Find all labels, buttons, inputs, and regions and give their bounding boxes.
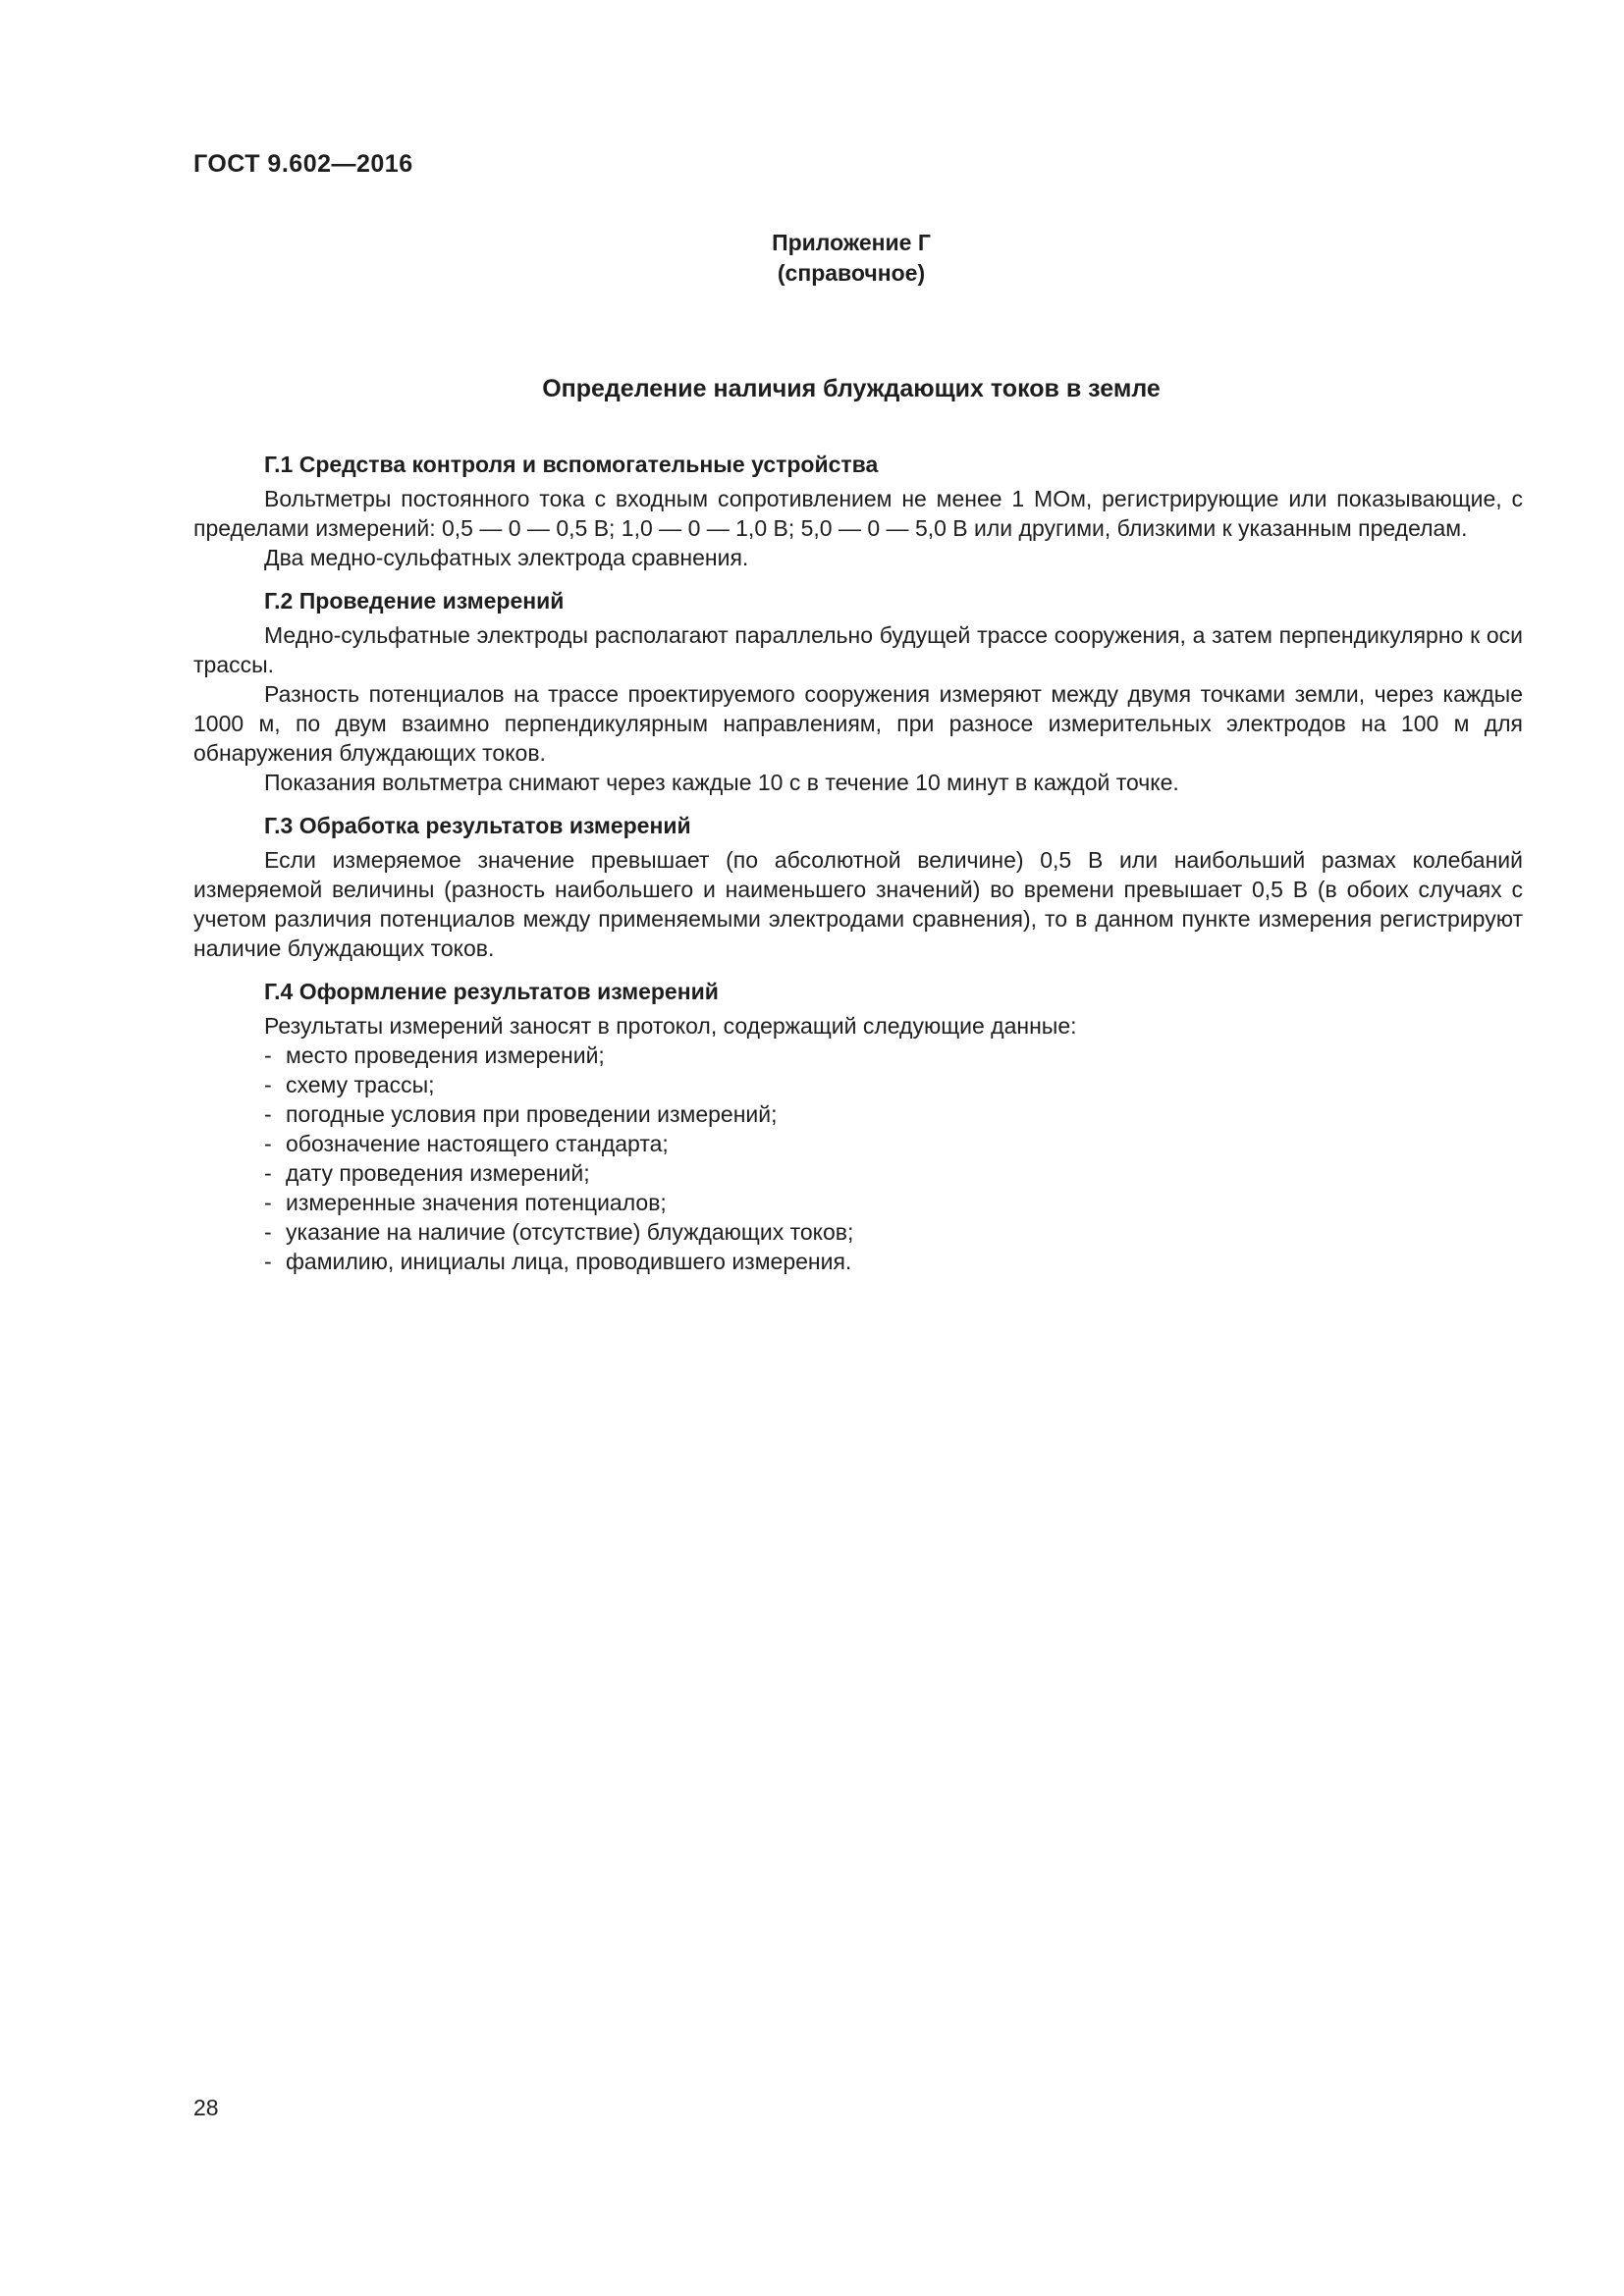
list-item-text: указание на наличие (отсутствие) блуждающих токов;: [286, 1219, 854, 1245]
list-bullet: -: [264, 1249, 272, 1274]
list-bullet: -: [264, 1042, 272, 1068]
appendix-heading: [0, 228, 1624, 289]
list-item: [193, 1247, 1523, 1276]
list-bullet: -: [264, 1101, 272, 1127]
list-item: [193, 1099, 1523, 1129]
document-title: [0, 375, 1624, 403]
paragraph: Показания вольтметра снимают через каждые 10 с в течение 10 минут в каждой точке.: [264, 770, 1179, 795]
paragraph: Вольтметры постоянного тока с входным сопротивлением не менее 1 МОм, регистрирующие или показывающие, с пределами измерений: 0,5 — 0 — 0,5 В; 1,0 — 0 — 1,0 В; 5,0 — 0 — 5,0 В или другими, близкими к указанным пределам.: [193, 486, 1523, 541]
paragraph: Результаты измерений заносят в протокол, содержащий следующие данные:: [264, 1013, 1077, 1039]
list-item-text: место проведения измерений;: [286, 1042, 605, 1068]
page-number: 28: [193, 2095, 219, 2120]
protocol-data-list: [193, 1041, 1523, 1276]
list-item: [193, 1129, 1523, 1158]
list-item: [193, 1158, 1523, 1188]
list-item-text: дату проведения измерений;: [286, 1160, 590, 1186]
list-item: [193, 1188, 1523, 1217]
paragraph: Медно-сульфатные электроды располагают параллельно будущей трассе сооружения, а затем перпендикулярно к оси трассы.: [193, 622, 1523, 677]
paragraph: Два медно-сульфатных электрода сравнения.: [264, 545, 749, 570]
list-bullet: -: [264, 1190, 272, 1215]
list-item-text: фамилию, инициалы лица, проводившего измерения.: [286, 1249, 852, 1274]
paragraph: Если измеряемое значение превышает (по абсолютной величине) 0,5 В или наибольший размах колебаний измеряемой величины (разность наибольшего и наименьшего значений) во времени превышает 0,5 В (в обоих случаях с учетом различия потенциалов между применяемыми электродами сравнения), то в данном пункте измерения регистрируют наличие блуждающих токов.: [193, 847, 1523, 961]
section-heading-g3: Г.3 Обработка результатов измерений: [264, 813, 691, 838]
list-bullet: -: [264, 1072, 272, 1097]
standard-designation: ГОСТ 9.602—2016: [193, 150, 413, 178]
appendix-label: Приложение Г: [772, 230, 931, 255]
list-item-text: погодные условия при проведении измерений;: [286, 1101, 778, 1127]
section-heading-g4: Г.4 Оформление результатов измерений: [264, 979, 719, 1004]
list-bullet: -: [264, 1219, 272, 1245]
list-item: [193, 1041, 1523, 1070]
section-heading-g1: Г.1 Средства контроля и вспомогательные устройства: [264, 452, 879, 477]
document-body: [193, 450, 1523, 1276]
list-item-text: измеренные значения потенциалов;: [286, 1190, 667, 1215]
paragraph: Разность потенциалов на трассе проектируемого сооружения измеряют между двумя точками земли, через каждые 1000 м, по двум взаимно перпендикулярным направлениям, при разносе измерительных электродов на 100 м для обнаружения блуждающих токов.: [193, 681, 1523, 766]
list-bullet: -: [264, 1160, 272, 1186]
document-title-text: Определение наличия блуждающих токов в земле: [542, 375, 1161, 402]
list-item: [193, 1070, 1523, 1099]
list-item-text: схему трассы;: [286, 1072, 435, 1097]
section-heading-g2: Г.2 Проведение измерений: [264, 588, 565, 614]
list-bullet: -: [264, 1131, 272, 1156]
list-item-text: обозначение настоящего стандарта;: [286, 1131, 669, 1156]
appendix-kind: (справочное): [777, 260, 926, 286]
list-item: [193, 1217, 1523, 1247]
